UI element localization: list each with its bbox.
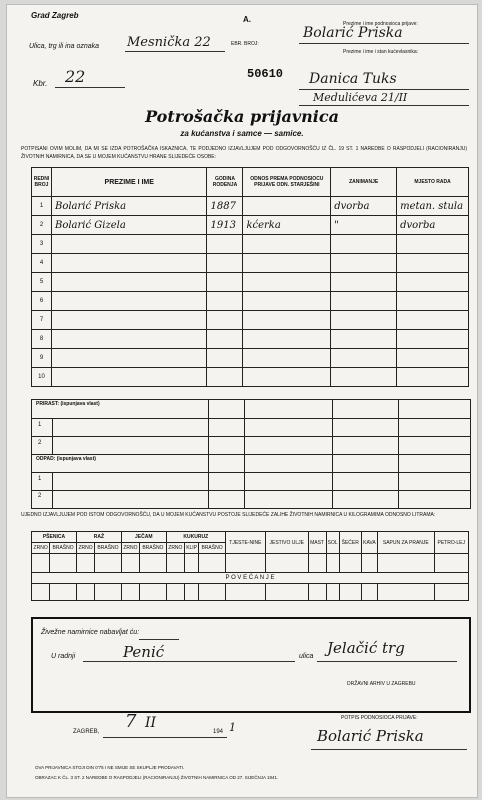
cell-relation — [243, 311, 331, 330]
cell-occupation — [331, 273, 397, 292]
owner-address: Medulićeva 21/II — [313, 91, 408, 104]
cell-name — [51, 235, 207, 254]
cell-relation — [243, 330, 331, 349]
signature-label: POTPIS PODNOSIOCA PRIJAVE: — [341, 715, 418, 721]
city-label: Grad Zagreb — [31, 11, 79, 20]
signature: Bolarić Priska — [317, 727, 424, 745]
stock-group: PŠENICA — [32, 532, 77, 543]
cell-place: metan. stula — [397, 197, 469, 216]
cell-name: Bolarić Gizela — [51, 216, 207, 235]
cell-occupation: dvorba — [331, 197, 397, 216]
table-row — [32, 273, 469, 292]
persons-table — [31, 167, 469, 387]
cell-no: 5 — [32, 273, 52, 292]
cell-place — [397, 273, 469, 292]
stock-group: KUKURUZ — [166, 532, 225, 543]
form-subtitle: za kućanstva i samce — samice. — [180, 129, 304, 138]
stock-text: UJEDNO IZJAVLJUJEM POD ISTOM ODGOVORNOŠĆU, DA U MOJEM KUĆANSTVU POSTOJE SLIJEDEĆE ZALIHE ŽIVOTNIH NAMIRNICA U KILOGRAMIMA ODNOSNO LITRAMA: — [21, 512, 436, 518]
head-name: Bolarić Priska — [303, 25, 403, 41]
prirast-label: PRIRAST: (ispunjava vlast) — [36, 401, 100, 407]
table-row — [32, 349, 469, 368]
cell-year: 1913 — [207, 216, 243, 235]
cell-place — [397, 330, 469, 349]
stock-item: SOL — [326, 532, 339, 554]
cell-year — [207, 273, 243, 292]
table-row — [32, 216, 469, 235]
row-number: 2 — [38, 440, 42, 446]
cell-relation — [243, 235, 331, 254]
intro-text: POTPISANI OVIM MOLIM, DA MI SE IZDA POTROŠAČKA ISKAZNICA, TE PODJEDNO IZJAVLJUJEM POD ODGOVORNOŠĆU IZ ČL. 19 ST. 1 NAREDBE O RASPODJELI (RACIONIRANJU) ŽIVOTNIH NAMIRNICA, DA SE U MOJEM KUĆANSTVU HRANE SLIJEDEĆE OSOBE: — [21, 146, 467, 160]
table-row — [32, 235, 469, 254]
cell-name — [51, 311, 207, 330]
cell-place — [397, 235, 469, 254]
stock-group: RAŽ — [76, 532, 121, 543]
stock-item: MAST — [308, 532, 326, 554]
cell-occupation — [331, 292, 397, 311]
cell-year — [207, 368, 243, 387]
cell-no: 10 — [32, 368, 52, 387]
form-title: Potrošačka prijavnica — [145, 107, 339, 126]
supply-street-value: Jelačić trg — [327, 639, 405, 657]
cell-occupation — [331, 349, 397, 368]
street-value: Mesnička 22 — [127, 35, 211, 50]
cell-place — [397, 368, 469, 387]
povecanje-label: P O V E Ć A N J E — [32, 573, 469, 584]
col-header: REDNI BROJ — [32, 168, 52, 197]
stock-item: SAPUN ZA PRANJE — [378, 532, 434, 554]
cell-year — [207, 254, 243, 273]
col-header: ZANIMANJE — [331, 168, 397, 197]
row-number: 1 — [38, 476, 42, 482]
cell-occupation — [331, 368, 397, 387]
card-no-label: EBR. BROJ: — [231, 41, 259, 47]
cell-year — [207, 235, 243, 254]
stock-item: JESTIVO ULJE — [265, 532, 308, 554]
changes-box — [31, 399, 471, 509]
cell-year — [207, 349, 243, 368]
stock-sub: BRAŠNO — [199, 543, 226, 554]
cell-occupation — [331, 235, 397, 254]
stock-sub: ZRNO — [76, 543, 94, 554]
cell-relation — [243, 273, 331, 292]
head-label: Prezime i ime podnosioca prijave: — [343, 21, 418, 27]
shop-value: Penić — [123, 643, 165, 661]
stock-table — [31, 531, 469, 601]
cell-relation — [243, 254, 331, 273]
cell-name — [51, 292, 207, 311]
cell-name — [51, 368, 207, 387]
street-label: Ulica, trg ili ina oznaka — [29, 43, 100, 50]
cell-no: 9 — [32, 349, 52, 368]
archive-stamp: DRŽAVNI ARHIV U ZAGREBU — [347, 681, 416, 687]
cell-relation — [243, 368, 331, 387]
cell-occupation: " — [331, 216, 397, 235]
stock-extra-row — [32, 584, 469, 601]
table-row — [32, 330, 469, 349]
table-row — [32, 197, 469, 216]
stock-values-row — [32, 554, 469, 573]
date-year-end: 1 — [229, 721, 236, 734]
cell-name — [51, 349, 207, 368]
stock-item: PETRO-LEJ — [434, 532, 468, 554]
stock-sub: BRAŠNO — [140, 543, 167, 554]
row-number: 2 — [38, 493, 42, 499]
cell-place: dvorba — [397, 216, 469, 235]
form-letter: A. — [243, 15, 251, 24]
cell-relation — [243, 292, 331, 311]
cell-occupation — [331, 311, 397, 330]
supply-box — [31, 617, 471, 713]
stock-group: JEČAM — [121, 532, 166, 543]
supply-street-label: ulica — [299, 653, 314, 660]
cell-no: 7 — [32, 311, 52, 330]
kbr-value: 22 — [65, 67, 86, 86]
stock-sub: ZRNO — [166, 543, 184, 554]
cell-no: 2 — [32, 216, 52, 235]
stock-sub: KLIP — [184, 543, 198, 554]
date-day: 7 — [125, 711, 137, 732]
stock-item: TJESTE-NINE — [225, 532, 265, 554]
table-row — [32, 292, 469, 311]
shop-label: U radnji — [51, 653, 76, 660]
form-sheet — [6, 4, 478, 798]
table-row — [32, 254, 469, 273]
stock-sub: ZRNO — [32, 543, 50, 554]
kbr-label: Kbr. — [33, 79, 48, 88]
cell-year — [207, 292, 243, 311]
stock-sub: ZRNO — [121, 543, 139, 554]
cell-place — [397, 254, 469, 273]
cell-relation — [243, 349, 331, 368]
owner-name: Danica Tuks — [309, 71, 397, 87]
card-number: 50610 — [247, 67, 284, 81]
date-year: 194 — [213, 729, 224, 735]
supply-label: Živežne namirnice nabavljat ću: — [41, 629, 140, 636]
cell-year — [207, 311, 243, 330]
cell-no: 4 — [32, 254, 52, 273]
cell-relation: kćerka — [243, 216, 331, 235]
cell-name: Bolarić Priska — [51, 197, 207, 216]
footer-note-1: OVA PRIJAVNICA STOJI DIN 0'75 I NE SMIJE SE SKUPLJE PRODAVATI. — [35, 765, 185, 770]
cell-occupation — [331, 330, 397, 349]
date-month: II — [145, 715, 157, 731]
stock-sub: BRAŠNO — [50, 543, 77, 554]
cell-year: 1887 — [207, 197, 243, 216]
table-header-row — [32, 168, 469, 197]
col-header: GODINA RODENJA — [207, 168, 243, 197]
cell-no: 6 — [32, 292, 52, 311]
cell-occupation — [331, 254, 397, 273]
cell-year — [207, 330, 243, 349]
stock-item: ŠEĆER — [339, 532, 361, 554]
table-row — [32, 311, 469, 330]
odpad-label: ODPAD: (ispunjava vlast) — [36, 456, 96, 462]
stock-group-row — [32, 532, 469, 543]
stock-item: KAVA — [361, 532, 377, 554]
footer-note-2: OBRAZAC K ČL. 3 ST. 2 NAREDBE O RASPODJELI (RACIONIRANJU) ŽIVOTNIH NAMIRNICA OD 27. SIJEČNJA 1941. — [35, 775, 279, 780]
col-header: ODNOS PREMA PODNOSIOCU PRIJAVE ODN. STARJEŠINI — [243, 168, 331, 197]
stock-increase-row — [32, 573, 469, 584]
cell-name — [51, 254, 207, 273]
stock-sub: BRAŠNO — [95, 543, 122, 554]
cell-no: 8 — [32, 330, 52, 349]
cell-relation — [243, 197, 331, 216]
owner-label: Prezime i ime i stan kućevlasnika: — [343, 49, 419, 55]
row-number: 1 — [38, 422, 42, 428]
cell-no: 3 — [32, 235, 52, 254]
cell-place — [397, 349, 469, 368]
cell-place — [397, 311, 469, 330]
cell-name — [51, 273, 207, 292]
col-header: MJESTO RADA — [397, 168, 469, 197]
col-header: PREZIME I IME — [51, 168, 207, 197]
cell-place — [397, 292, 469, 311]
cell-name — [51, 330, 207, 349]
footer-place: ZAGREB, — [73, 729, 100, 735]
cell-no: 1 — [32, 197, 52, 216]
table-row — [32, 368, 469, 387]
